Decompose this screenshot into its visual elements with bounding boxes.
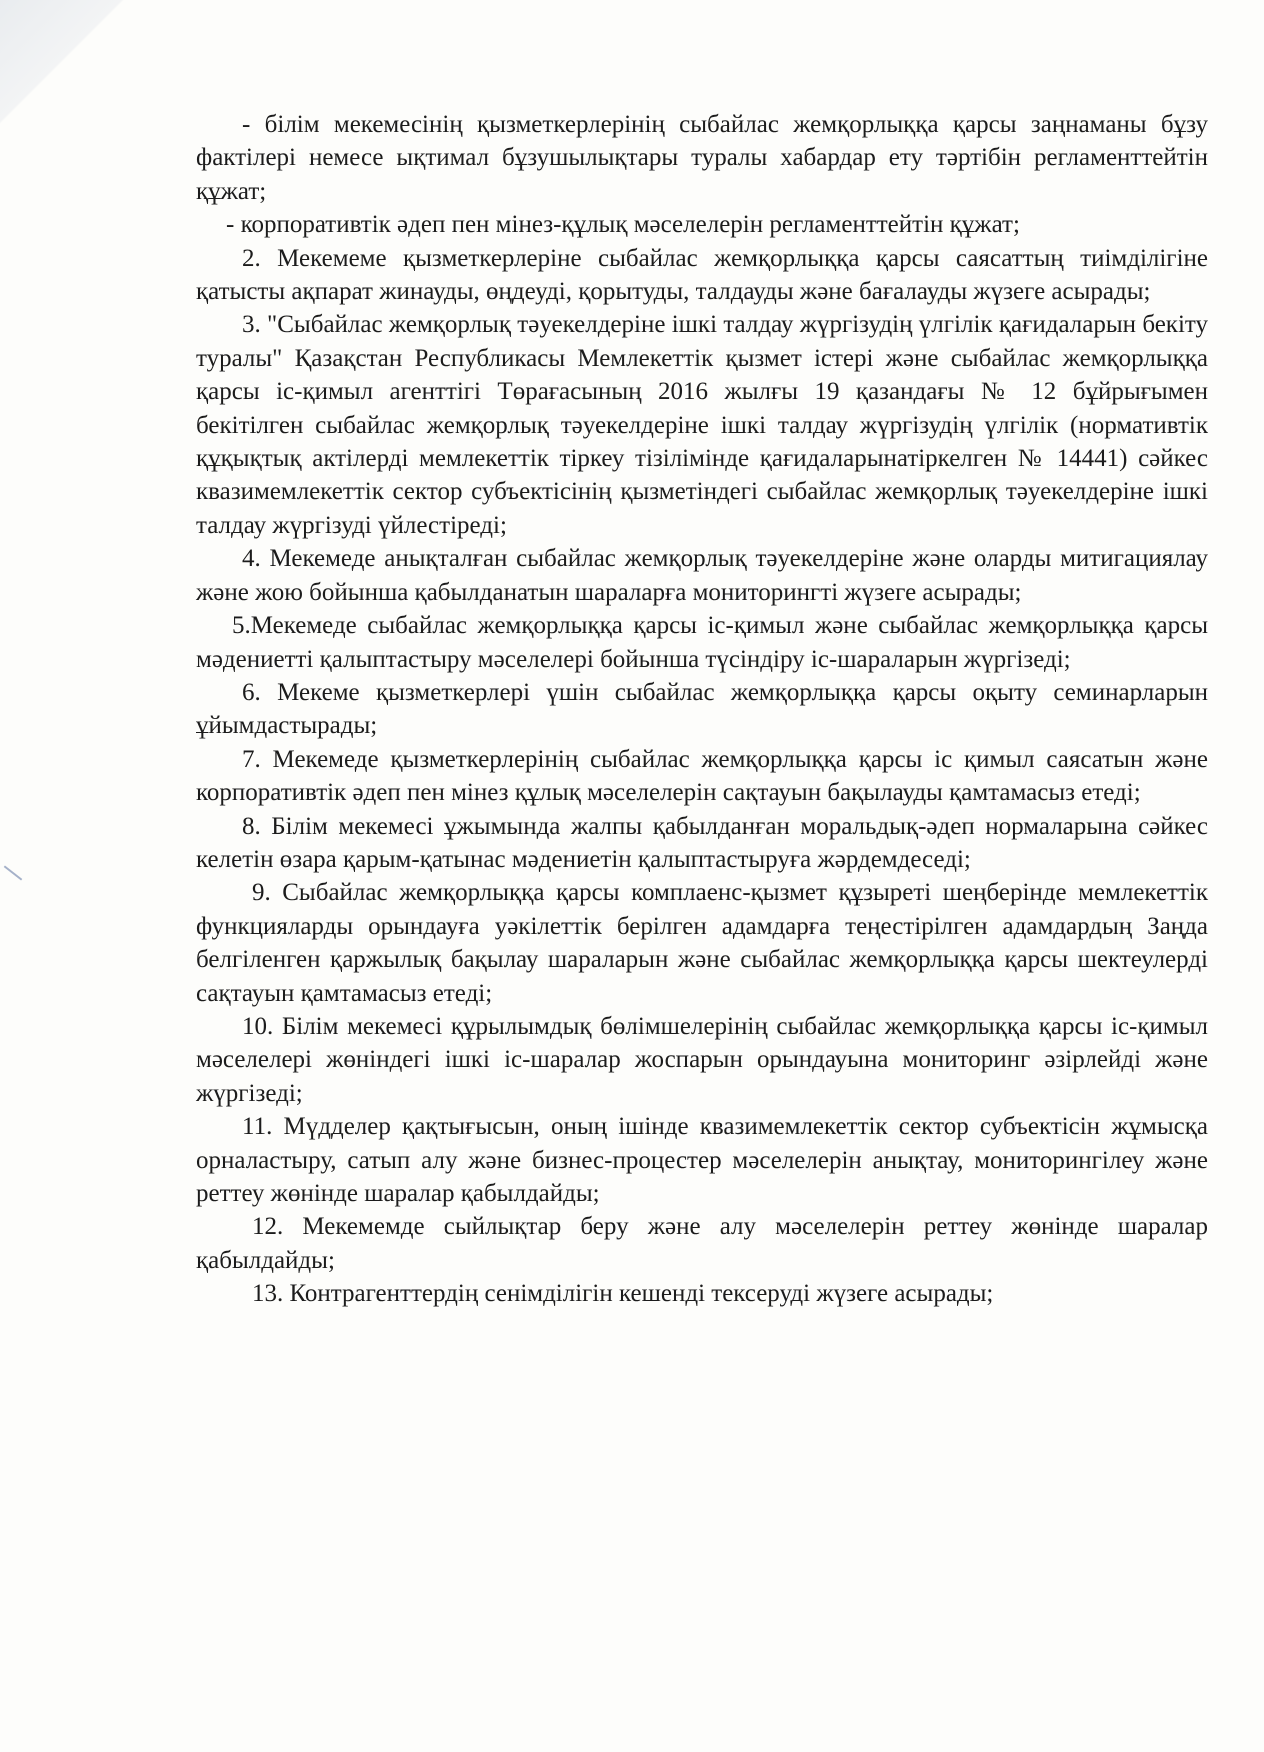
paragraph-item-12: 12. Мекемемде сыйлықтар беру және алу мәселелерін реттеу жөнінде шаралар қабылдайды;	[196, 1213, 1208, 1274]
paragraph-item-5: 5.Мекемеде сыбайлас жемқорлыққа қарсы іс-қимыл және сыбайлас жемқорлыққа қарсы мәдениетті қалыптастыру мәселелері бойынша түсіндіру іс-шараларын жүргізеді;	[196, 612, 1208, 673]
paragraph-item-13: 13. Контрагенттердің сенімділігін кешенді тексеруді жүзеге асырады;	[252, 1280, 994, 1308]
paragraph-item-7: 7. Мекемеде қызметкерлерінің сыбайлас жемқорлыққа қарсы іс қимыл саясатын және корпоративтік әдеп пен мінез құлық мәселелерін сақтауын бақылауды қамтамасыз етеді;	[196, 745, 1208, 807]
paragraph-item-8: 8. Білім мекемесі ұжымында жалпы қабылданған моральдық-әдеп нормаларына сәйкес келетін өзара қарым-қатынас мәдениетін қалыптастыруға жәрдемдеседі;	[196, 812, 1208, 873]
bullet-paragraph-2: - корпоративтік әдеп пен мінез-құлық мәселелерін регламенттейтін құжат;	[226, 211, 1020, 239]
paragraph-item-11: 11. Мүдделер қақтығысын, оның ішінде квазимемлекеттік сектор субъектісін жұмысқа орналастыру, сатып алу және бизнес-процестер мәселелерін анықтау, мониторингілеу және реттеу жөнінде шаралар қабылдайды;	[196, 1113, 1208, 1207]
bullet-paragraph-1: - білім мекемесінің қызметкерлерінің сыбайлас жемқорлыққа қарсы заңнаманы бұзу фактілері немесе ықтимал бұзушылықтары туралы хабардар ету тәртібін регламенттейтін құжат;	[196, 111, 1208, 205]
paragraph-item-9: 9. Сыбайлас жемқорлыққа қарсы комплаенс-қызмет құзыреті шеңберінде мемлекеттік функцияларды орындауға уәкілеттік берілген адамдарға теңестірілген адамдардың Заңда белгіленген қаржылық бақылау шараларын және сыбайлас жемқорлыққа қарсы шектеулерді сақтауын қамтамасыз етеді;	[196, 879, 1208, 1007]
scan-page-edge	[0, 0, 130, 140]
paragraph-item-10: 10. Білім мекемесі құрылымдық бөлімшелерінің сыбайлас жемқорлыққа қарсы іс-қимыл мәселелері жөніндегі ішкі іс-шаралар жоспарын орындауына мониторинг әзірлейді және жүргізеді;	[196, 1012, 1208, 1107]
paragraph-item-2: 2. Мекемеме қызметкерлеріне сыбайлас жемқорлыққа қарсы саясаттың тиімділігіне қатысты ақпарат жинауды, өңдеуді, қорытуды, талдауды және бағалауды жүзеге асырады;	[196, 244, 1208, 306]
document-page	[196, 108, 1208, 1311]
paragraph-item-6: 6. Мекеме қызметкерлері үшін сыбайлас жемқорлыққа қарсы оқыту семинарларын ұйымдастырады;	[196, 678, 1208, 740]
paragraph-item-4: 4. Мекемеде анықталған сыбайлас жемқорлық тәуекелдеріне және оларды митигациялау және жою бойынша қабылданатын шараларға мониторингті жүзеге асырады;	[196, 545, 1208, 606]
paragraph-item-3: 3. "Сыбайлас жемқорлық тәуекелдеріне ішкі талдау жүргізудің үлгілік қағидаларын бекіту туралы" Қазақстан Республикасы Мемлекеттік қызмет істері және сыбайлас жемқорлыққа қарсы іс-қимыл агенттігі Төрағасының 2016 жылғы 19 қазандағы № 12 бұйрығымен бекітілген сыбайлас жемқорлық тәуекелдеріне ішкі талдау жүргізудің үлгілік (нормативтік құқықтық актілерді мемлекеттік тіркеу тізілімінде қағидаларынатіркелген № 14441) сәйкес квазимемлекеттік сектор субъектісінің қызметіндегі сыбайлас жемқорлық тәуекелдеріне ішкі талдау жүргізуді үйлестіреді;	[196, 311, 1208, 539]
scan-pen-mark	[4, 865, 23, 880]
